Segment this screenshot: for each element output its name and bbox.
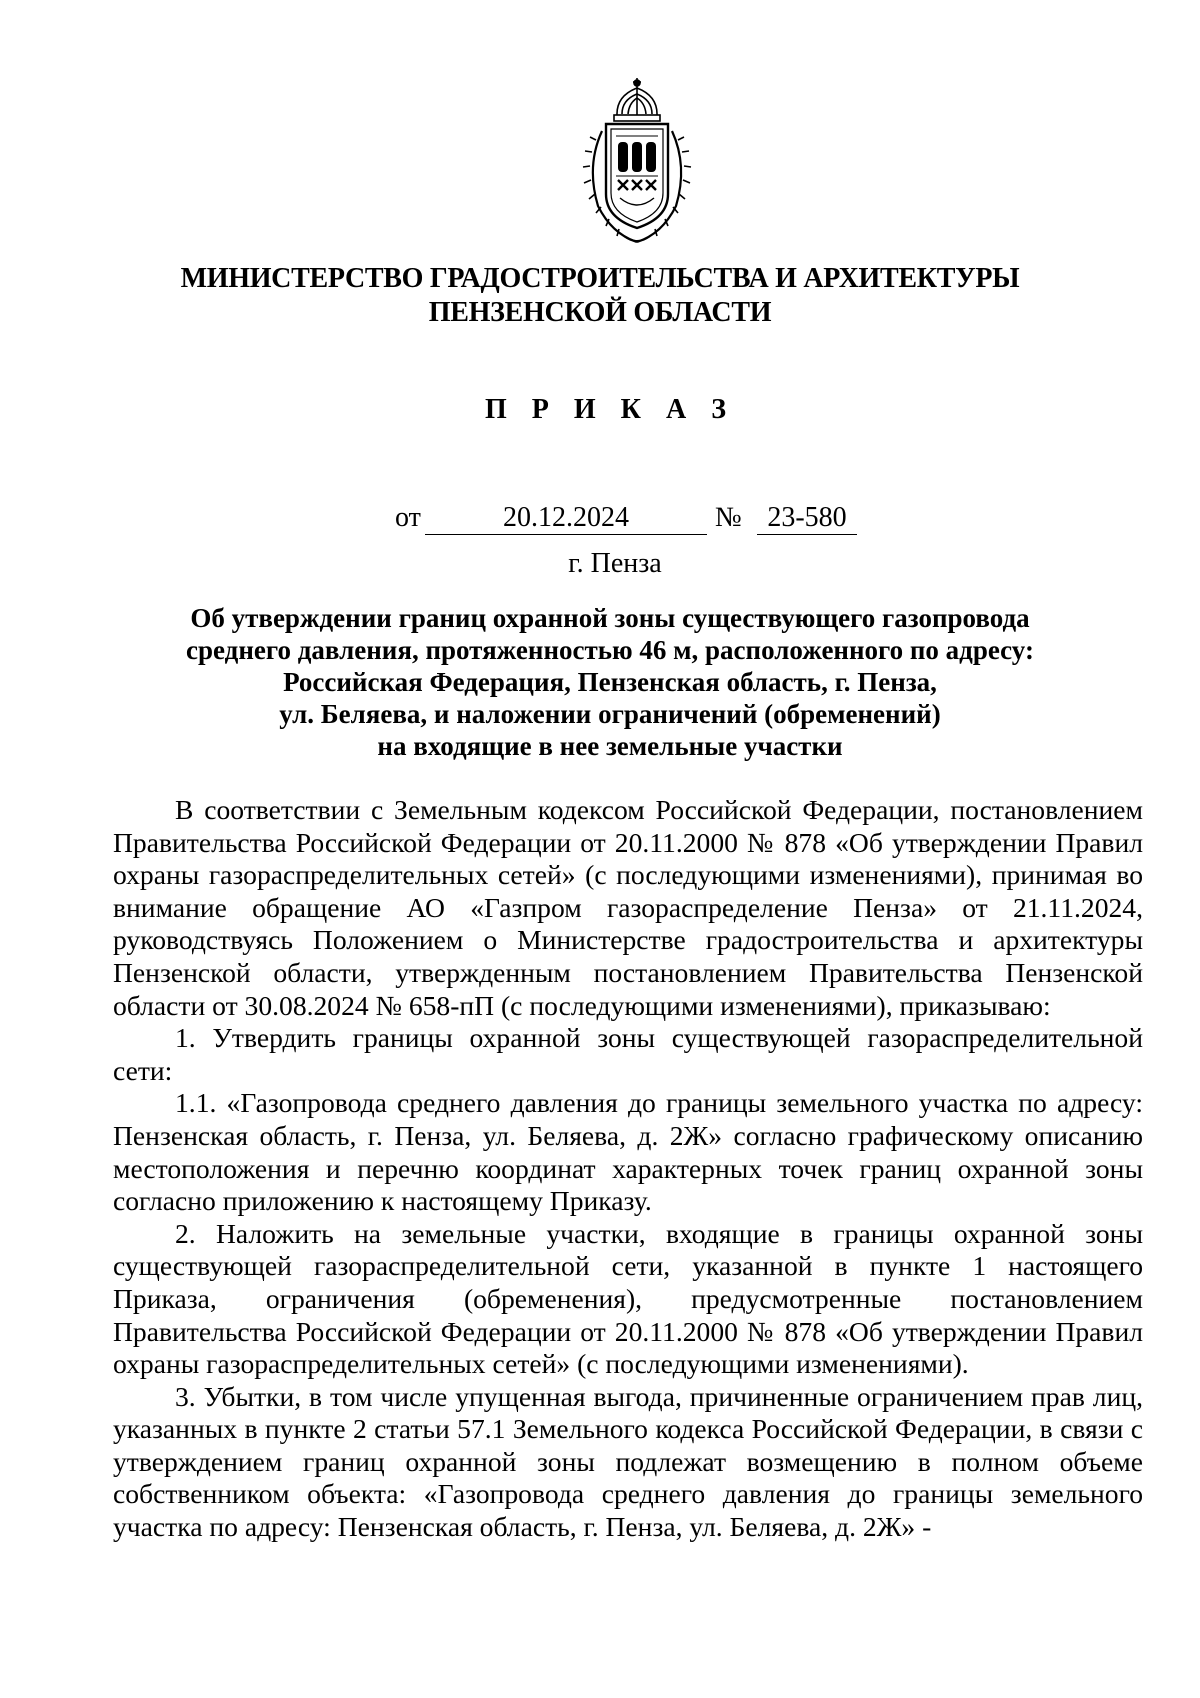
ministry-name-line1: МИНИСТЕРСТВО ГРАДОСТРОИТЕЛЬСТВА И АРХИТЕКТУРЫ xyxy=(180,263,1020,294)
number-sign: № xyxy=(715,502,742,533)
order-title: П Р И К А З xyxy=(485,394,735,425)
subject-line: Российская Федерация, Пензенская область, г. Пенза, xyxy=(283,667,937,697)
coat-of-arms-icon xyxy=(572,76,702,248)
body-paragraph-item-3: 3. Убытки, в том числе упущенная выгода, причиненные ограничением прав лиц, указанных в пункте 2 статьи 57.1 Земельного кодекса Российской Федерации, в связи с утверждением границ охранной зоны подлежат возмещению в полном объеме собственником объекта: «Газопровода среднего давления до границы земельного участка по адресу: Пензенская область, г. Пенза, ул. Беляева, д. 2Ж» - xyxy=(113,1380,1143,1543)
body-paragraph-preamble: В соответствии с Земельным кодексом Российской Федерации, постановлением Правительства Российской Федерации от 20.11.2000 № 878 «Об утверждении Правил охраны газораспределительных сетей» (с последующими изменениями), принимая во внимание обращение АО «Газпром газораспределение Пенза» от 21.11.2024, руководствуясь Положением о Министерстве градостроительства и архитектуры Пензенской области, утвержденным постановлением Правительства Пензенской области от 30.08.2024 № 658-пП (с последующими изменениями), приказываю: xyxy=(113,794,1143,1021)
order-date: 20.12.2024 xyxy=(425,500,707,535)
subject-line: среднего давления, протяженностью 46 м, расположенного по адресу: xyxy=(186,635,1034,665)
order-subject xyxy=(0,602,1200,762)
body-paragraph-item-1-1: 1.1. «Газопровода среднего давления до границы земельного участка по адресу: Пензенская область, г. Пенза, ул. Беляева, д. 2Ж» согласно графическому описанию местоположения и перечню координат характерных точек границ охранной зоны согласно приложению к настоящему Приказу. xyxy=(113,1087,1143,1217)
order-city: г. Пенза xyxy=(568,548,662,579)
date-prefix: от xyxy=(395,502,421,533)
order-number: 23-580 xyxy=(757,500,857,535)
subject-line: на входящие в нее земельные участки xyxy=(377,731,843,761)
ministry-name-line2: ПЕНЗЕНСКОЙ ОБЛАСТИ xyxy=(428,297,772,328)
subject-line: Об утверждении границ охранной зоны существующего газопровода xyxy=(190,603,1030,633)
body-paragraph-item-2: 2. Наложить на земельные участки, входящие в границы охранной зоны существующей газораспределительной сети, указанной в пункте 1 настоящего Приказа, ограничения (обременения), предусмотренные постановлением Правительства Российской Федерации от 20.11.2000 № 878 «Об утверждении Правил охраны газораспределительных сетей» (с последующими изменениями). xyxy=(113,1217,1143,1380)
body-paragraph-item-1: 1. Утвердить границы охранной зоны существующей газораспределительной сети: xyxy=(113,1022,1143,1086)
subject-line: ул. Беляева, и наложении ограничений (обременений) xyxy=(279,699,941,729)
order-body xyxy=(113,794,1143,1544)
